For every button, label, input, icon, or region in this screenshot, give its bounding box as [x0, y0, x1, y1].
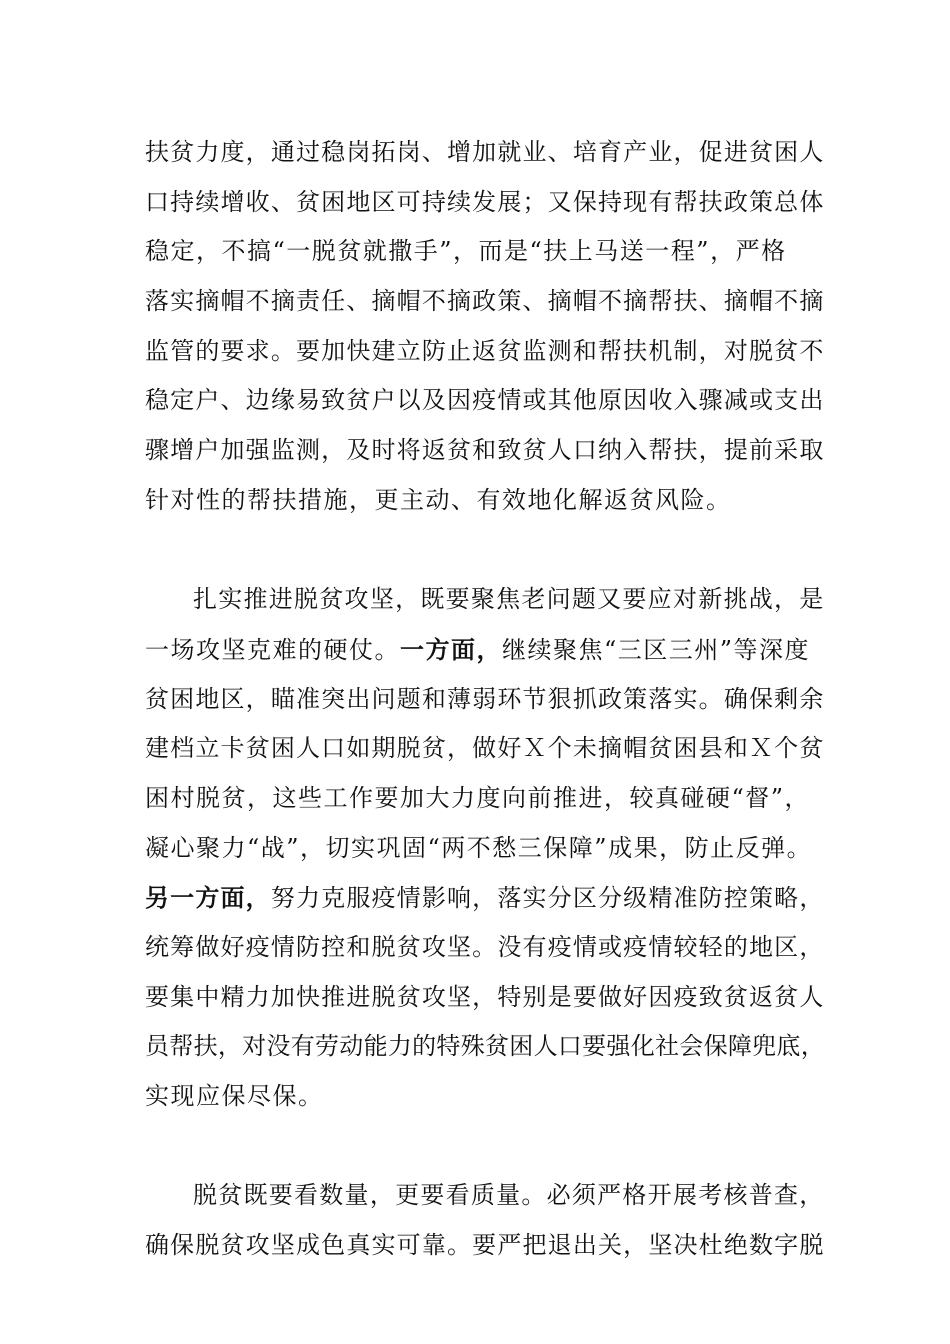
paragraph-3	[145, 1171, 825, 1270]
text-run: 扎实推进脱贫攻坚，既要聚焦老问题又要应对新挑战，是	[193, 585, 825, 614]
text-run: 确保脱贫攻坚成色真实可靠。要严把退出关，坚决杜绝数字脱	[145, 1231, 825, 1260]
text-line	[145, 277, 825, 327]
text-run: 落实摘帽不摘责任、摘帽不摘政策、摘帽不摘帮扶、摘帽不摘	[145, 287, 825, 316]
text-line	[145, 178, 825, 228]
text-line	[145, 1072, 815, 1122]
bold-lead-in: 另一方面，	[145, 883, 271, 913]
text-run: 统筹做好疫情防控和脱贫攻坚。没有疫情或疫情较轻的地区，	[145, 933, 825, 961]
paragraph-1	[145, 128, 825, 526]
text-run: 员帮扶，对没有劳动能力的特殊贫困人口要强化社会保障兜底，	[145, 1032, 825, 1061]
text-run: 继续聚焦“三区三州”等深度	[502, 635, 811, 664]
text-line	[145, 1022, 825, 1072]
bold-lead-in: 一方面，	[400, 634, 502, 664]
text-run: 骤增户加强监测，及时将返贫和致贫人口纳入帮扶，提前采取	[145, 436, 825, 465]
text-run: 扶贫力度，通过稳岗拓岗、增加就业、培育产业，促进贫困人	[145, 138, 825, 166]
text-line	[145, 426, 825, 476]
text-line	[145, 724, 825, 774]
text-line	[145, 476, 815, 526]
text-line	[145, 128, 825, 178]
text-line	[145, 376, 825, 426]
text-line	[145, 1221, 825, 1271]
text-run: 稳定，不搞“一脱贫就撒手”，而是“扶上马送一程”，严格	[145, 237, 787, 266]
text-line	[145, 873, 825, 923]
text-line	[145, 675, 825, 725]
text-line	[145, 327, 825, 377]
text-run: 监管的要求。要加快建立防止返贫监测和帮扶机制，对脱贫不	[145, 336, 825, 365]
text-line	[145, 774, 815, 824]
text-run: 建档立卡贫困人口如期脱贫，做好Ｘ个未摘帽贫困县和Ｘ个贫	[145, 734, 825, 763]
text-run: 要集中精力加快推进脱贫攻坚，特别是要做好因疫致贫返贫人	[145, 982, 825, 1011]
text-line	[145, 923, 825, 973]
text-run: 脱贫既要看数量，更要看质量。必须严格开展考核普查，	[193, 1181, 825, 1210]
text-line	[145, 227, 815, 277]
text-run: 稳定户、边缘易致贫户以及因疫情或其他原因收入骤减或支出	[145, 386, 825, 415]
text-run: 口持续增收、贫困地区可持续发展；又保持现有帮扶政策总体	[145, 187, 825, 216]
text-run: 努力克服疫情影响，落实分区分级精准防控策略，	[270, 884, 825, 913]
text-run: 针对性的帮扶措施，更主动、有效地化解返贫风险。	[145, 485, 732, 514]
text-line	[145, 973, 825, 1023]
text-run: 贫困地区，瞄准突出问题和薄弱环节狠抓政策落实。确保剩余	[145, 684, 825, 713]
text-line	[145, 575, 825, 625]
text-line	[145, 824, 815, 874]
document-body	[145, 128, 825, 1271]
paragraph-spacing	[145, 526, 815, 576]
text-run: 凝心聚力“战”，切实巩固“两不愁三保障”成果，防止反弹。	[145, 833, 813, 862]
text-run: 困村脱贫，这些工作要加大力度向前推进，较真碰硬“督”，	[145, 783, 811, 812]
text-run: 实现应保尽保。	[145, 1082, 324, 1111]
text-line	[145, 625, 815, 675]
paragraph-2	[145, 575, 825, 1122]
paragraph-spacing	[145, 1122, 815, 1172]
text-line	[145, 1171, 825, 1221]
text-run: 一场攻坚克难的硬仗。	[145, 635, 400, 664]
